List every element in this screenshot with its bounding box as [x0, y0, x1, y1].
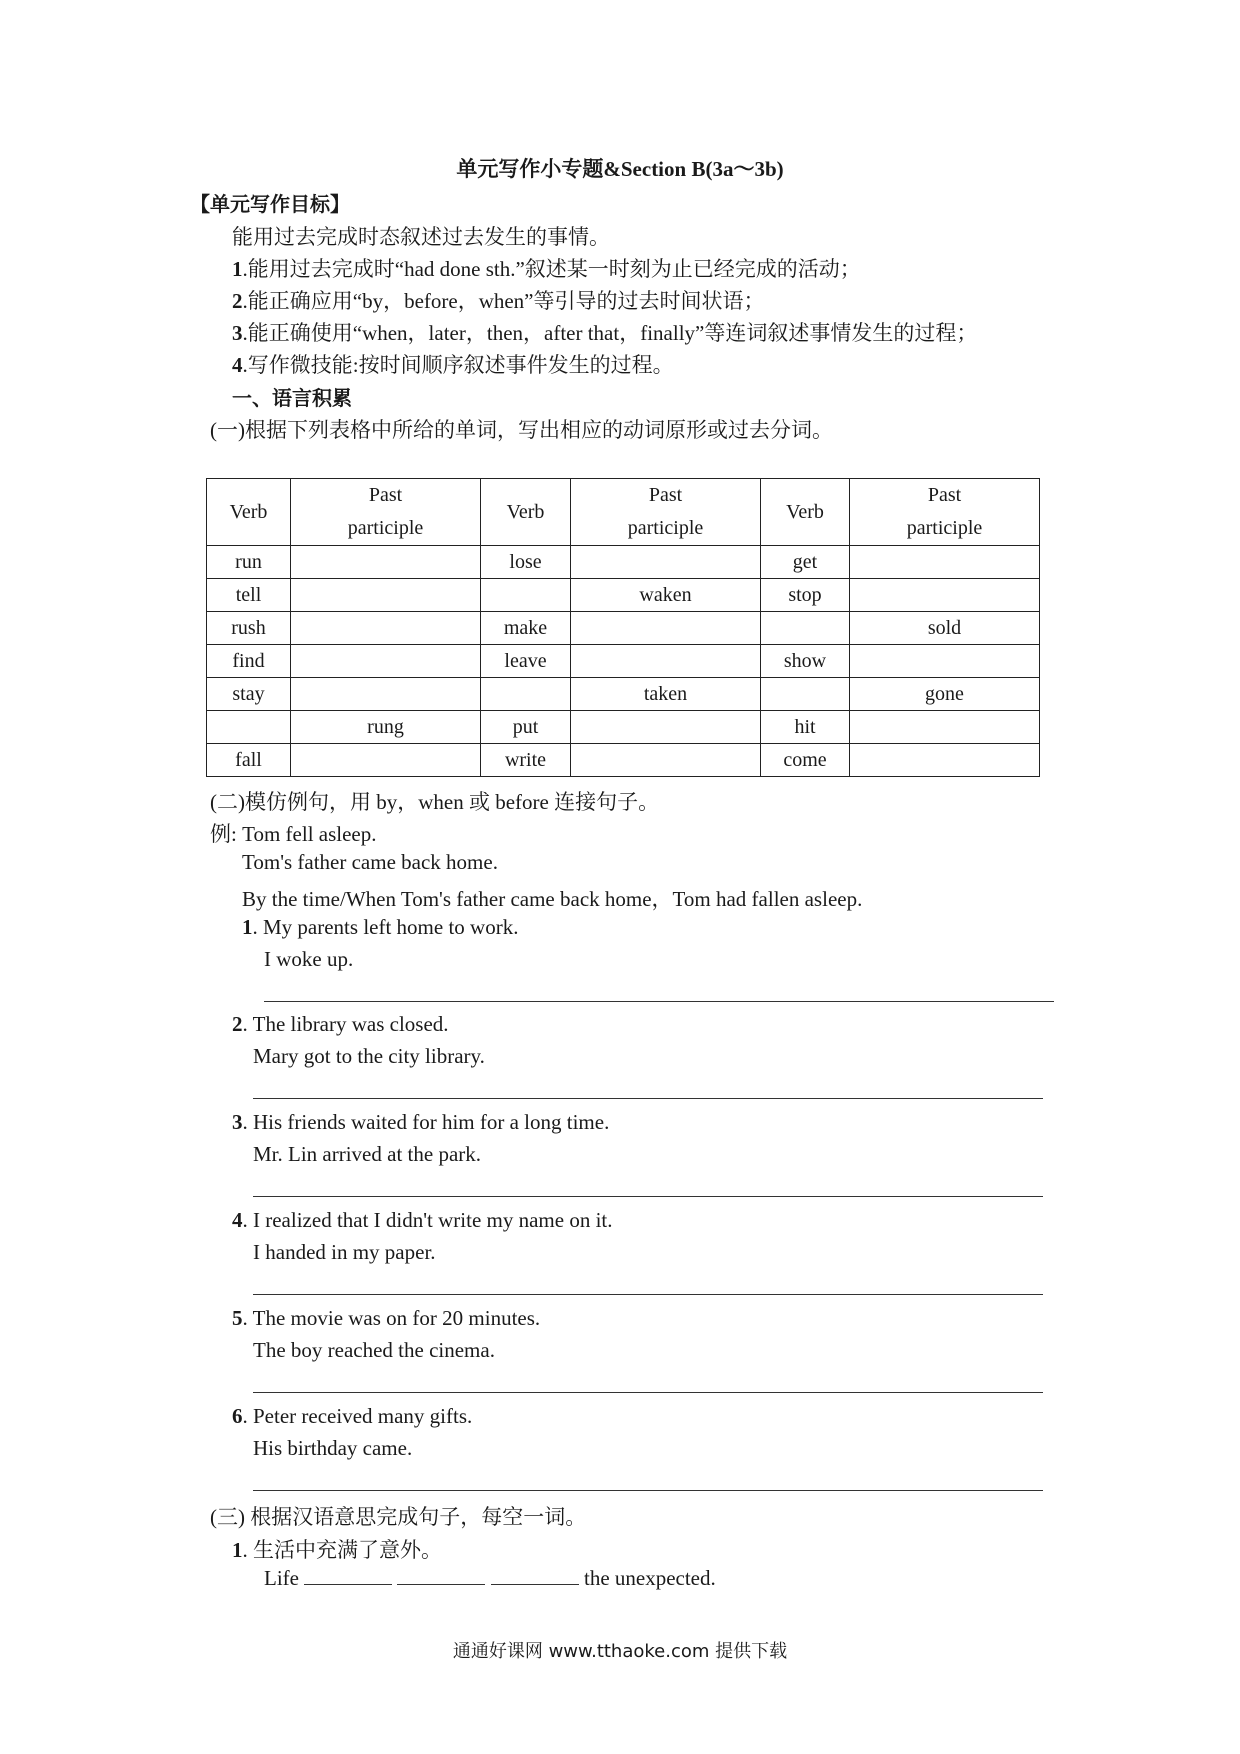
header-text: Past — [648, 484, 683, 506]
header-text: Past — [368, 484, 403, 506]
table-cell: make — [481, 612, 571, 645]
header-cell — [850, 479, 1040, 546]
table-row — [207, 711, 1040, 744]
footer-credit: 通通好课网 www.tthaoke.com 提供下载 — [452, 1641, 788, 1662]
table-cell — [850, 744, 1040, 777]
table-cell — [481, 678, 571, 711]
blank-field[interactable] — [397, 1566, 485, 1585]
table-cell: come — [761, 744, 850, 777]
goals-heading: 【单元写作目标】 — [190, 192, 350, 216]
table-cell: sold — [850, 612, 1040, 645]
table-cell — [571, 711, 761, 744]
table-cell — [291, 546, 481, 579]
item-number: 1 — [232, 1538, 243, 1562]
header-cell — [291, 479, 481, 546]
part3-heading: (三) 根据汉语意思完成句子，每空一词。 — [210, 1505, 587, 1529]
page-title: 单元写作小专题&Section B(3a～3b) — [456, 157, 784, 181]
table-row — [207, 744, 1040, 777]
goal-number: 2 — [232, 289, 243, 313]
table-cell: tell — [207, 579, 291, 612]
table-cell — [850, 546, 1040, 579]
table-cell: fall — [207, 744, 291, 777]
sentence-end: the unexpected. — [583, 1566, 716, 1590]
exercise-item — [232, 1404, 472, 1429]
table-row — [207, 579, 1040, 612]
table-cell: show — [761, 645, 850, 678]
item-number: 2 — [232, 1012, 243, 1036]
part2-heading: (二)模仿例句，用 by，when 或 before 连接句子。 — [210, 790, 660, 814]
item-sentence-1: . I realized that I didn't write my name on it. — [242, 1208, 613, 1232]
header-text: participle — [347, 517, 424, 539]
table-cell: hit — [761, 711, 850, 744]
item-number: 1 — [242, 915, 253, 939]
item-number: 3 — [232, 1110, 243, 1134]
section-heading: 一、语言积累 — [232, 386, 352, 410]
answer-line[interactable] — [253, 1098, 1043, 1099]
goal-text: .能正确使用“when，later，then，after that，finally”等连词叙述事情发生的过程； — [242, 321, 978, 345]
header-text: Past — [927, 484, 962, 506]
table-cell — [291, 645, 481, 678]
table-cell: stop — [761, 579, 850, 612]
exercise-item — [232, 1110, 609, 1135]
example-label: 例: — [210, 822, 237, 846]
item-sentence-1: . The library was closed. — [242, 1012, 449, 1036]
table-cell: get — [761, 546, 850, 579]
table-cell — [207, 711, 291, 744]
item-sentence-1: . The movie was on for 20 minutes. — [242, 1306, 541, 1330]
part3-english — [264, 1566, 716, 1591]
goal-item — [232, 285, 765, 315]
header-cell — [571, 479, 761, 546]
table-cell: leave — [481, 645, 571, 678]
answer-line[interactable] — [253, 1294, 1043, 1295]
table-cell: write — [481, 744, 571, 777]
example-sentence-1: Tom fell asleep. — [242, 822, 377, 846]
example-line — [210, 818, 377, 848]
item-number: 5 — [232, 1306, 243, 1330]
goals-intro: 能用过去完成时态叙述过去发生的事情。 — [232, 225, 610, 249]
goal-text: .写作微技能:按时间顺序叙述事件发生的过程。 — [242, 353, 674, 377]
example-sentence-2: Tom's father came back home. — [242, 850, 498, 874]
exercise-item — [242, 915, 518, 940]
table-cell — [761, 612, 850, 645]
goal-text: .能用过去完成时“had done sth.”叙述某一时刻为止已经完成的活动； — [242, 257, 861, 281]
goal-number: 1 — [232, 257, 243, 281]
table-cell — [850, 579, 1040, 612]
item-chinese: . 生活中充满了意外。 — [242, 1538, 442, 1562]
table-cell: waken — [571, 579, 761, 612]
item-sentence-2: Mr. Lin arrived at the park. — [253, 1142, 482, 1166]
table-row — [207, 645, 1040, 678]
goal-item — [232, 317, 977, 347]
exercise-item — [232, 1306, 540, 1331]
answer-line[interactable] — [253, 1392, 1043, 1393]
goal-item — [232, 349, 674, 379]
table-cell — [291, 678, 481, 711]
table-cell — [291, 612, 481, 645]
table-cell: run — [207, 546, 291, 579]
example-answer: By the time/When Tom's father came back home，Tom had fallen asleep. — [242, 887, 863, 911]
table-cell — [571, 744, 761, 777]
item-number: 4 — [232, 1208, 243, 1232]
table-cell — [481, 579, 571, 612]
table-cell: rush — [207, 612, 291, 645]
table-cell: taken — [571, 678, 761, 711]
header-cell — [207, 479, 291, 546]
goal-text: .能正确应用“by，before，when”等引导的过去时间状语； — [242, 289, 765, 313]
table-header-row — [207, 479, 1040, 546]
header-cell — [481, 479, 571, 546]
header-text: Verb — [506, 500, 545, 523]
table-cell: rung — [291, 711, 481, 744]
table-cell — [291, 744, 481, 777]
table-cell — [291, 579, 481, 612]
item-sentence-2: Mary got to the city library. — [253, 1044, 485, 1068]
header-text: Verb — [229, 500, 268, 523]
table-cell — [850, 645, 1040, 678]
table-row — [207, 612, 1040, 645]
header-cell — [761, 479, 850, 546]
sentence-start: Life — [264, 1566, 299, 1590]
item-sentence-2: I woke up. — [264, 947, 354, 971]
table-row — [207, 546, 1040, 579]
item-sentence-1: . My parents left home to work. — [252, 915, 519, 939]
table-row — [207, 678, 1040, 711]
item-sentence-2: I handed in my paper. — [253, 1240, 436, 1264]
table-cell: find — [207, 645, 291, 678]
part3-item — [232, 1534, 442, 1564]
blank-field[interactable] — [491, 1566, 579, 1585]
table-cell: lose — [481, 546, 571, 579]
table-cell — [850, 711, 1040, 744]
answer-line[interactable] — [253, 1490, 1043, 1491]
table-cell — [571, 612, 761, 645]
verb-table — [206, 478, 1040, 777]
answer-line[interactable] — [264, 1001, 1054, 1002]
table-cell — [571, 546, 761, 579]
item-number: 6 — [232, 1404, 243, 1428]
goal-number: 4 — [232, 353, 243, 377]
answer-line[interactable] — [253, 1196, 1043, 1197]
table-cell — [761, 678, 850, 711]
header-text: Verb — [786, 500, 824, 523]
item-sentence-1: . Peter received many gifts. — [242, 1404, 473, 1428]
item-sentence-1: . His friends waited for him for a long time. — [242, 1110, 610, 1134]
table-cell — [571, 645, 761, 678]
table-cell: gone — [850, 678, 1040, 711]
item-sentence-2: The boy reached the cinema. — [253, 1338, 495, 1362]
table-cell: stay — [207, 678, 291, 711]
exercise-item — [232, 1012, 449, 1037]
item-sentence-2: His birthday came. — [253, 1436, 413, 1460]
header-text: participle — [906, 517, 983, 539]
header-text: participle — [627, 517, 704, 539]
goal-item — [232, 253, 861, 283]
goal-number: 3 — [232, 321, 243, 345]
exercise-item — [232, 1208, 613, 1233]
table-cell: put — [481, 711, 571, 744]
blank-field[interactable] — [304, 1566, 392, 1585]
part1-heading: (一)根据下列表格中所给的单词，写出相应的动词原形或过去分词。 — [210, 418, 833, 442]
